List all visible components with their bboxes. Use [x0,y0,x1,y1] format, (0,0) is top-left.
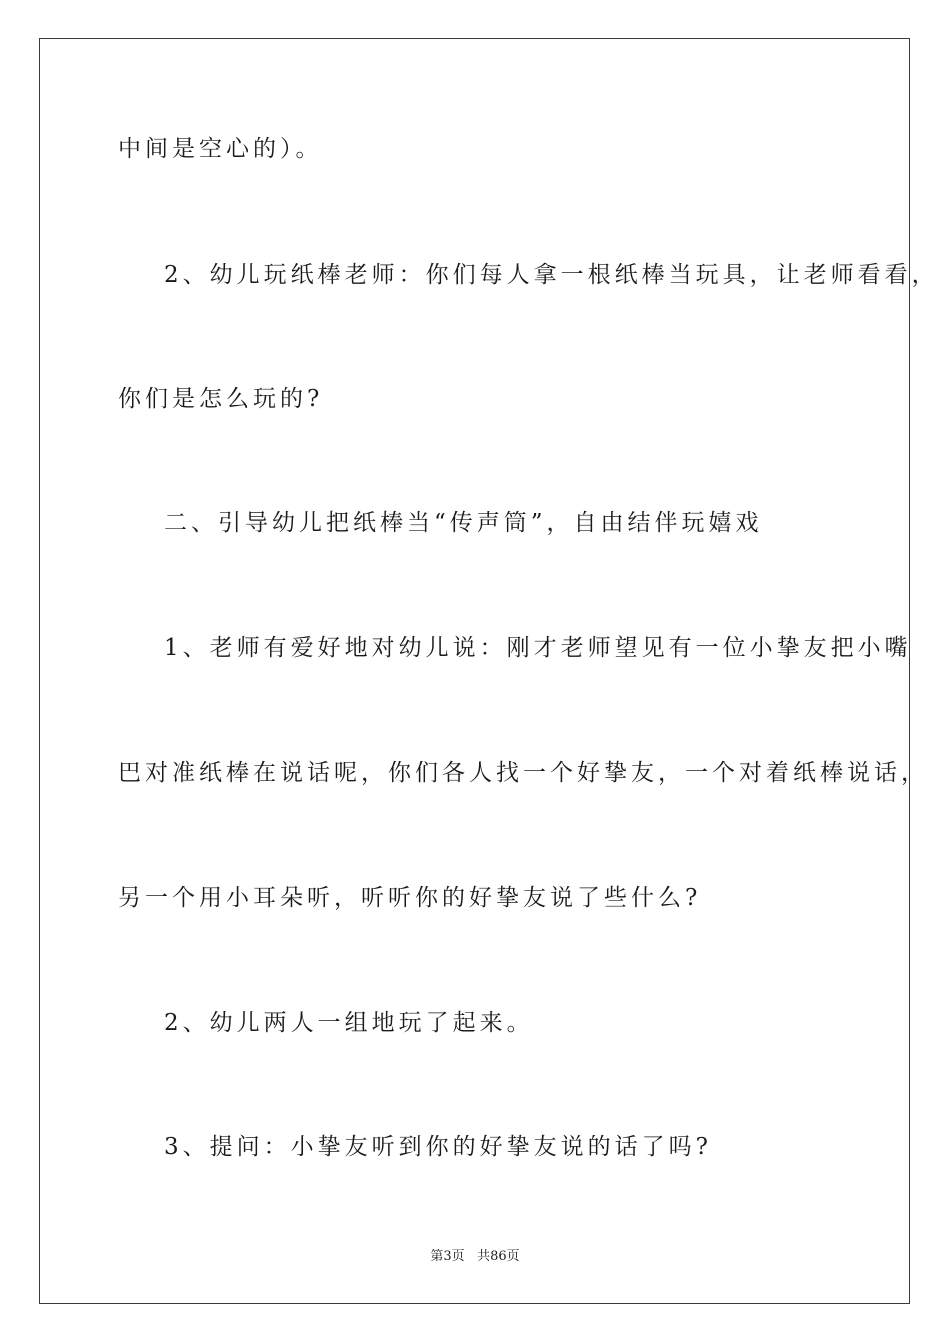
page-total: 共86页 [477,1249,520,1264]
text-line: 2、幼儿两人一组地玩了起来。 [164,1010,534,1036]
page-border [39,38,910,1304]
text-line: 巴对准纸棒在说话呢，你们各人找一个好挚友，一个对着纸棒说话， [118,760,928,786]
text-line: 你们是怎么玩的? [118,386,324,412]
page-number: 第3页 [430,1249,465,1264]
text-line: 另一个用小耳朵听，听听你的好挚友说了些什么? [118,885,702,911]
text-line: 2、幼儿玩纸棒老师：你们每人拿一根纸棒当玩具，让老师看看， [164,262,939,288]
page-footer [0,1248,950,1266]
text-line: 1、老师有爱好地对幼儿说：刚才老师望见有一位小挚友把小嘴 [164,635,912,661]
text-line: 3、提问：小挚友听到你的好挚友说的话了吗? [164,1134,712,1160]
section-heading: 二、引导幼儿把纸棒当“传声筒”，自由结伴玩嬉戏 [164,510,763,536]
text-line: 中间是空心的）。 [118,136,323,162]
